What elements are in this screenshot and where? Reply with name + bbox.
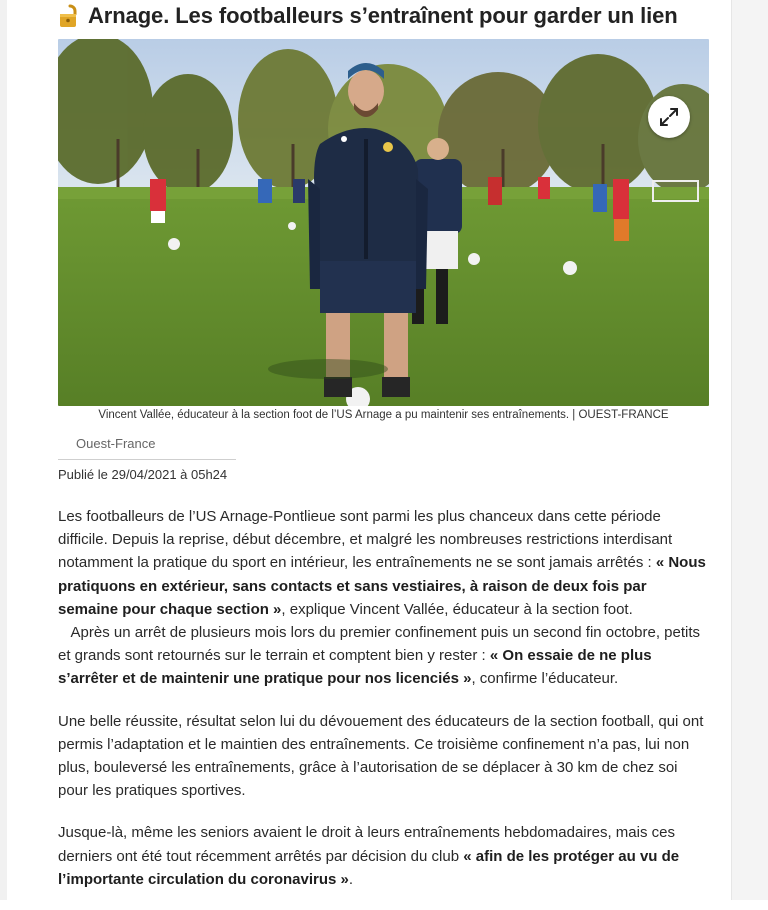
expand-photo-button[interactable] [648,96,690,138]
paragraph-3 [58,821,708,891]
quote-1: « Nous pratiquons en extérieur, sans contacts et sans vestiaires, à raison de deux fois par semaine pour chaque section » [58,554,706,618]
paragraph-1-continuation: Après un arrêt de plusieurs mois lors du premier confinement puis un second fin octobre, petits et grands sont retournés sur le terrain et comptent bien y rester : [58,624,701,665]
paragraph-1-attribution-2: , confirme l’éducateur. [471,670,619,688]
paragraph-1-text: Les footballeurs de l’US Arnage-Pontlieue sont parmi les plus chanceux dans cette période difficile. Depuis la reprise, début décembre, et malgré les nombreuses restrictions interdisant notamment la pratique du sport en intérieur, les entraînements ne se sont jamais arrêtés : [58,508,673,572]
quote-2: « On essaie de ne plus s’arrêter et de maintenir une pratique pour nos licenciés » [58,647,652,688]
article-title: Arnage. Les footballeurs s’entraînent pour garder un lien [88,3,678,28]
article-body [58,505,708,910]
unlocked-padlock-icon [58,3,82,29]
photo-caption: Vincent Vallée, éducateur à la section foot de l’US Arnage a pu maintenir ses entraînements. | OUEST-FRANCE [98,409,669,421]
paragraph-1-attribution: , explique Vincent Vallée, éducateur à la section foot. [281,600,633,618]
quote-3: « afin de les protéger au vu de l’importante circulation du coronavirus » [58,847,680,888]
source-divider [58,459,236,460]
paragraph-3-text: Jusque-là, même les seniors avaient le droit à leurs entraînements hebdomadaires, mais ces derniers ont été tout récemment arrêtés par décision du club [58,824,675,865]
photo-image [58,39,709,406]
article-header [58,1,718,31]
paragraph-2: Une belle réussite, résultat selon lui du dévouement des éducateurs de la section football, qui ont permis l’adaptation et le maintien des entraînements. Ce troisième confinement n’a pas, lui non plus, bouleversé les entraînements, grâce à l’autorisation de se déplacer à 30 km de chez soi pour les pratiques sportives. [58,712,704,800]
expand-arrows-icon [658,106,680,128]
article-photo[interactable] [58,39,709,406]
page-left-margin [0,0,7,900]
paragraph-3-end: . [348,870,354,888]
publication-date: Publié le 29/04/2021 à 05h24 [58,467,228,482]
paragraph-1 [58,505,708,691]
article-source: Ouest-France [76,436,156,451]
page-right-margin [731,0,768,900]
